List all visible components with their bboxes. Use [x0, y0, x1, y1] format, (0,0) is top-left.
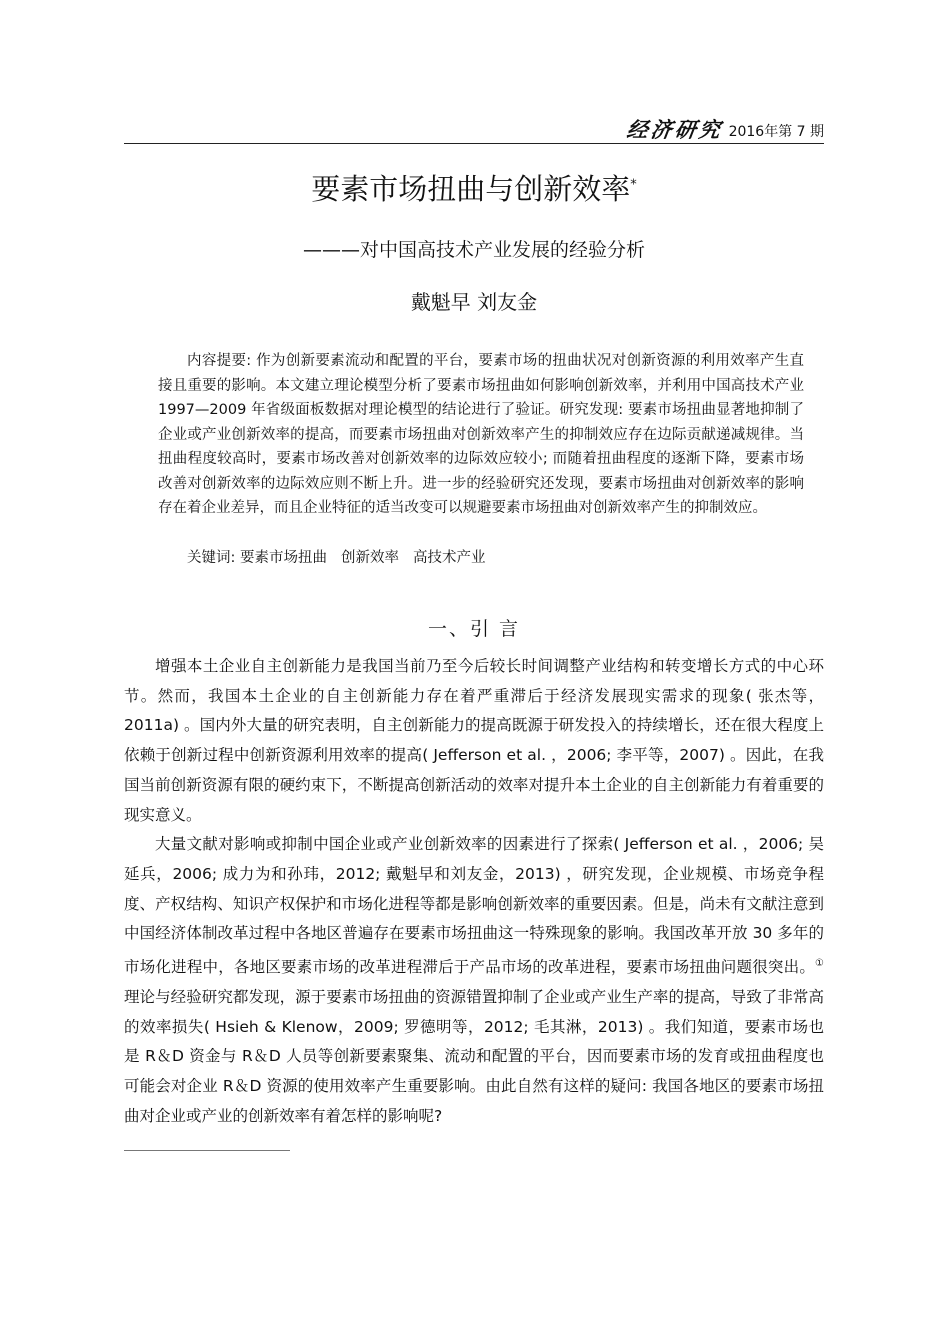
keywords-label: 关键词:	[187, 550, 236, 566]
title-footnote-mark: *	[630, 177, 637, 193]
abstract-text: 作为创新要素流动和配置的平台，要素市场的扭曲状况对创新资源的利用效率产生直接且重要的影响。本文建立理论模型分析了要素市场扭曲如何影响创新效率，并利用中国高技术产业 1997—2009 年省级面板数据对理论模型的结论进行了验证。研究发现: 要素市场扭曲显著地抑制了企业或产业创新效率的提高，而要素市场扭曲对创新效率产生的抑制效应存在边际贡献递减规律。当扭曲程度较高时，要素市场改善对创新效率的边际效应较小; 而随着扭曲程度的逐渐下降，要素市场改善对创新效率的边际效应则不断上升。进一步的经验研究还发现，要素市场扭曲对创新效率的影响存在着企业差异，而且企业特征的适当改变可以规避要素市场扭曲对创新效率产生的抑制效应。	[158, 353, 805, 516]
footnote-mark[interactable]: ①	[815, 958, 824, 970]
keyword: 创新效率	[341, 550, 399, 566]
paragraph-text: 大量文献对影响或抑制中国企业或产业创新效率的因素进行了探索( Jefferson et al. ，2006; 吴延兵，2006; 成力为和孙玮，2012; 戴魁早和刘友金，2013) ，研究发现，企业规模、市场竞争程度、产权结构、知识产权保护和市场化进程等都是影响创新效率的重要因素。但是，尚未有文献注意到中国经济体制改革过程中各地区普遍存在要素市场扭曲这一特殊现象的影响。我国改革开放 30 多年的市场化进程中，各地区要素市场的改革进程滞后于产品市场的改革进程，要素市场扭曲问题很突出。	[124, 835, 824, 977]
keyword: 高技术产业	[413, 550, 486, 566]
abstract	[158, 349, 804, 521]
paper-title-text: 要素市场扭曲与创新效率	[311, 172, 631, 206]
footnote-divider	[124, 1150, 290, 1151]
keywords	[158, 546, 804, 571]
header-divider	[124, 143, 824, 144]
paper-title	[124, 167, 824, 208]
section-heading: 一、引 言	[427, 618, 521, 640]
paper-subtitle: ———对中国高技术产业发展的经验分析	[302, 239, 645, 261]
paragraph-text: 理论与经验研究都发现，源于要素市场扭曲的资源错置抑制了企业或产业生产率的提高，导致了非常高的效率损失( Hsieh & Klenow，2009; 罗德明等，2012; 毛其淋，2013) 。我们知道，要素市场也是 R＆D 资金与 R＆D 人员等创新要素聚集、流动和配置的平台，因而要素市场的发育或扭曲程度也可能会对企业 R＆D 资源的使用效率产生重要影响。由此自然有这样的疑问: 我国各地区的要素市场扭曲对企业或产业的创新效率有着怎样的影响呢?	[124, 987, 824, 1125]
paper-authors: 戴魁早 刘友金	[410, 290, 538, 314]
paper-page	[124, 0, 824, 1344]
issue-label: 2016年第 7 期	[728, 124, 824, 140]
paragraph: 增强本土企业自主创新能力是我国当前乃至今后较长时间调整产业结构和转变增长方式的中心环节。然而，我国本土企业的自主创新能力存在着严重滞后于经济发展现实需求的现象( 张杰等，2011a) 。国内外大量的研究表明，自主创新能力的提高既源于研发投入的持续增长，还在很大程度上依赖于创新过程中创新资源利用效率的提高( Jefferson et al. ，2006; 李平等，2007) 。因此，在我国当前创新资源有限的硬约束下，不断提高创新活动的效率对提升本土企业的自主创新能力有着重要的现实意义。	[124, 657, 824, 824]
journal-logo: 经济研究	[624, 117, 725, 142]
section-body	[124, 652, 824, 1131]
keyword: 要素市场扭曲	[240, 550, 327, 566]
paragraph	[124, 830, 824, 1131]
abstract-label: 内容提要:	[187, 353, 252, 369]
journal-header	[624, 114, 824, 144]
